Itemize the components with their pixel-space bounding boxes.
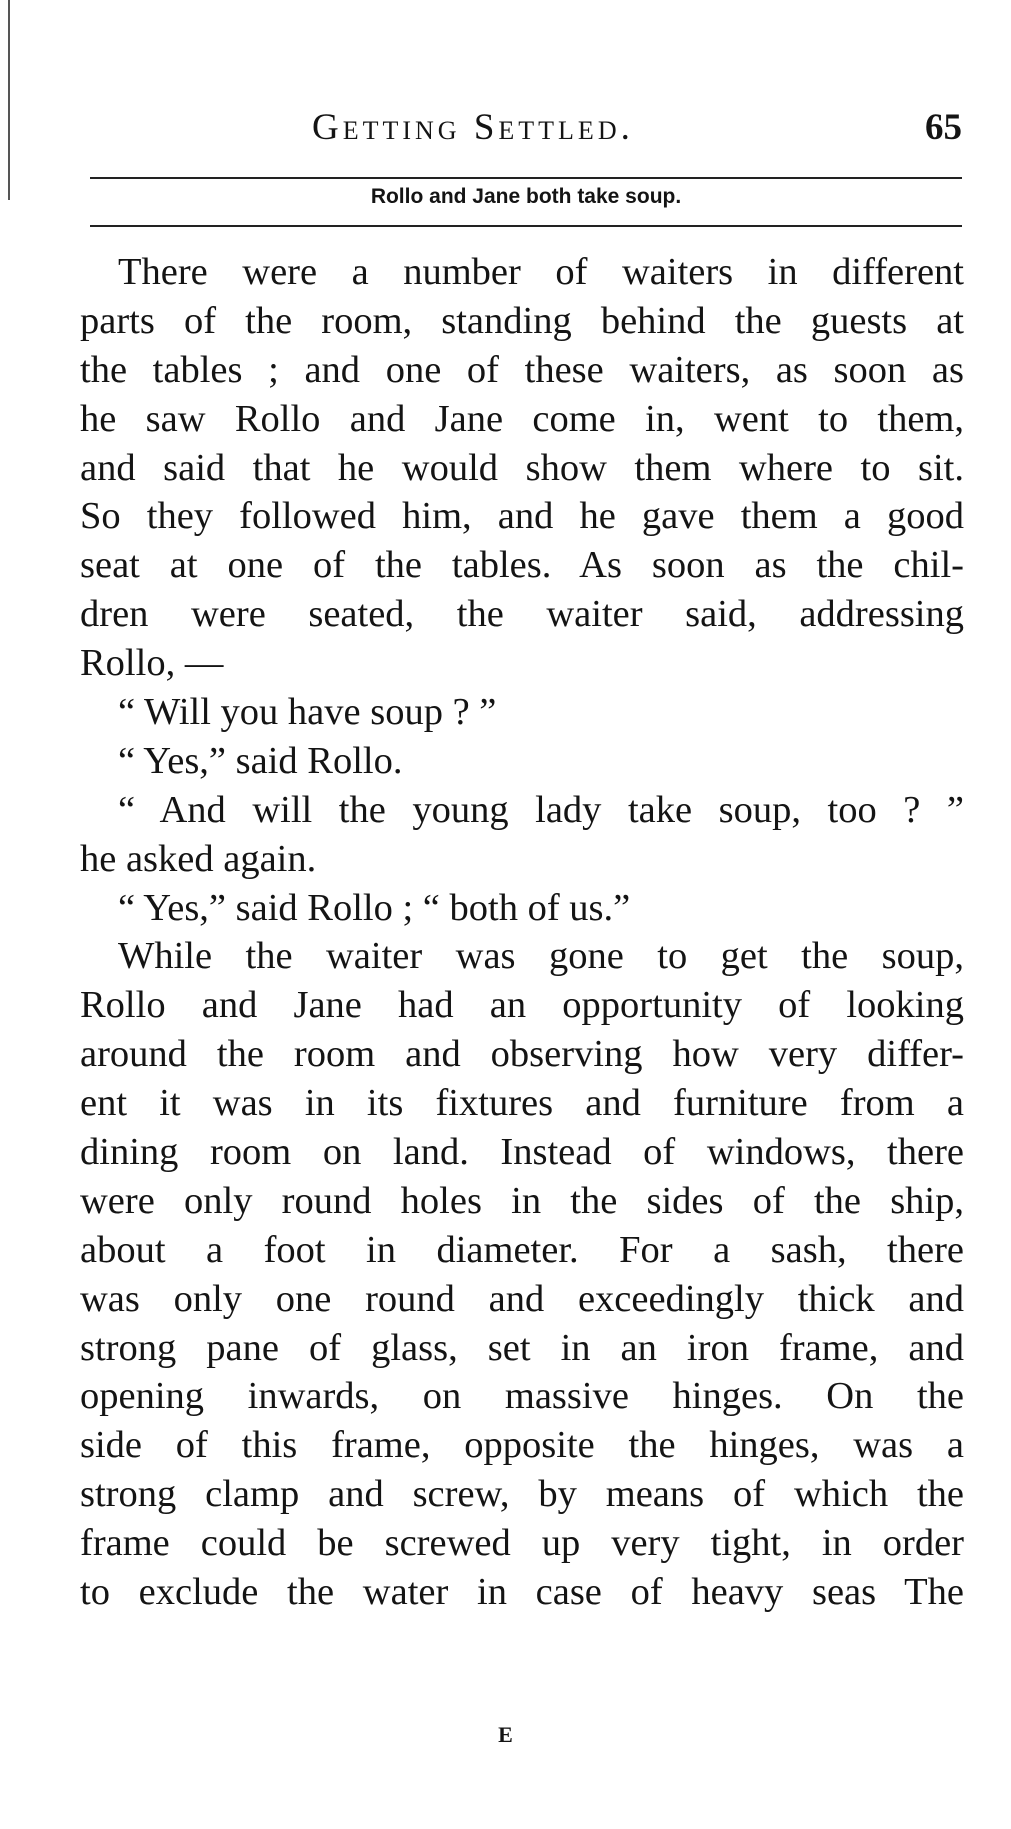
text-line: he saw Rollo and Jane come in, went to them, [80, 397, 964, 440]
text-line: “ And will the young lady take soup, too ? ” [118, 788, 964, 831]
text-line: ent it was in its fixtures and furniture from a [80, 1082, 964, 1125]
body-text [80, 248, 964, 1617]
text-line: were only round holes in the sides of the ship, [80, 1179, 964, 1222]
header-rule-bottom [90, 225, 962, 227]
text-line: around the room and observing how very differ- [80, 1033, 964, 1076]
text-line: frame could be screwed up very tight, in order [80, 1522, 964, 1565]
text-line: seat at one of the tables. As soon as the chil- [80, 544, 964, 587]
text-line: “ Yes,” said Rollo. [118, 739, 403, 782]
scan-edge-line [8, 0, 10, 200]
text-line: strong pane of glass, set in an iron frame, and [80, 1326, 964, 1369]
chapter-title: Getting Settled. [312, 107, 634, 148]
section-subhead: Rollo and Jane both take soup. [370, 185, 682, 208]
signature-mark: E [498, 1722, 513, 1747]
text-line: side of this frame, opposite the hinges, was a [80, 1424, 964, 1467]
text-line: and said that he would show them where to sit. [80, 446, 964, 489]
text-line: to exclude the water in case of heavy seas The [80, 1571, 964, 1614]
header-rule-top [90, 177, 962, 179]
text-line: There were a number of waiters in different [118, 251, 964, 293]
text-line: Rollo and Jane had an opportunity of looking [80, 984, 964, 1027]
text-line: the tables ; and one of these waiters, as soon as [80, 348, 964, 391]
text-line: he asked again. [80, 837, 317, 880]
text-line: “ Will you have soup ? ” [118, 691, 497, 734]
text-line: strong clamp and screw, by means of which the [80, 1473, 964, 1516]
text-line: was only one round and exceedingly thick and [80, 1277, 964, 1320]
text-line: about a foot in diameter. For a sash, there [80, 1228, 964, 1271]
text-line: “ Yes,” said Rollo ; “ both of us.” [118, 886, 631, 929]
page-number: 65 [925, 107, 962, 148]
text-line: parts of the room, standing behind the guests at [80, 299, 964, 342]
text-line: opening inwards, on massive hinges. On the [80, 1375, 964, 1418]
running-head [90, 100, 962, 160]
text-line: dining room on land. Instead of windows, there [80, 1131, 964, 1174]
text-line: While the waiter was gone to get the soup, [118, 935, 964, 978]
text-line: Rollo, — [80, 642, 224, 685]
text-line: So they followed him, and he gave them a good [80, 495, 964, 538]
text-line: dren were seated, the waiter said, addressing [80, 593, 964, 636]
